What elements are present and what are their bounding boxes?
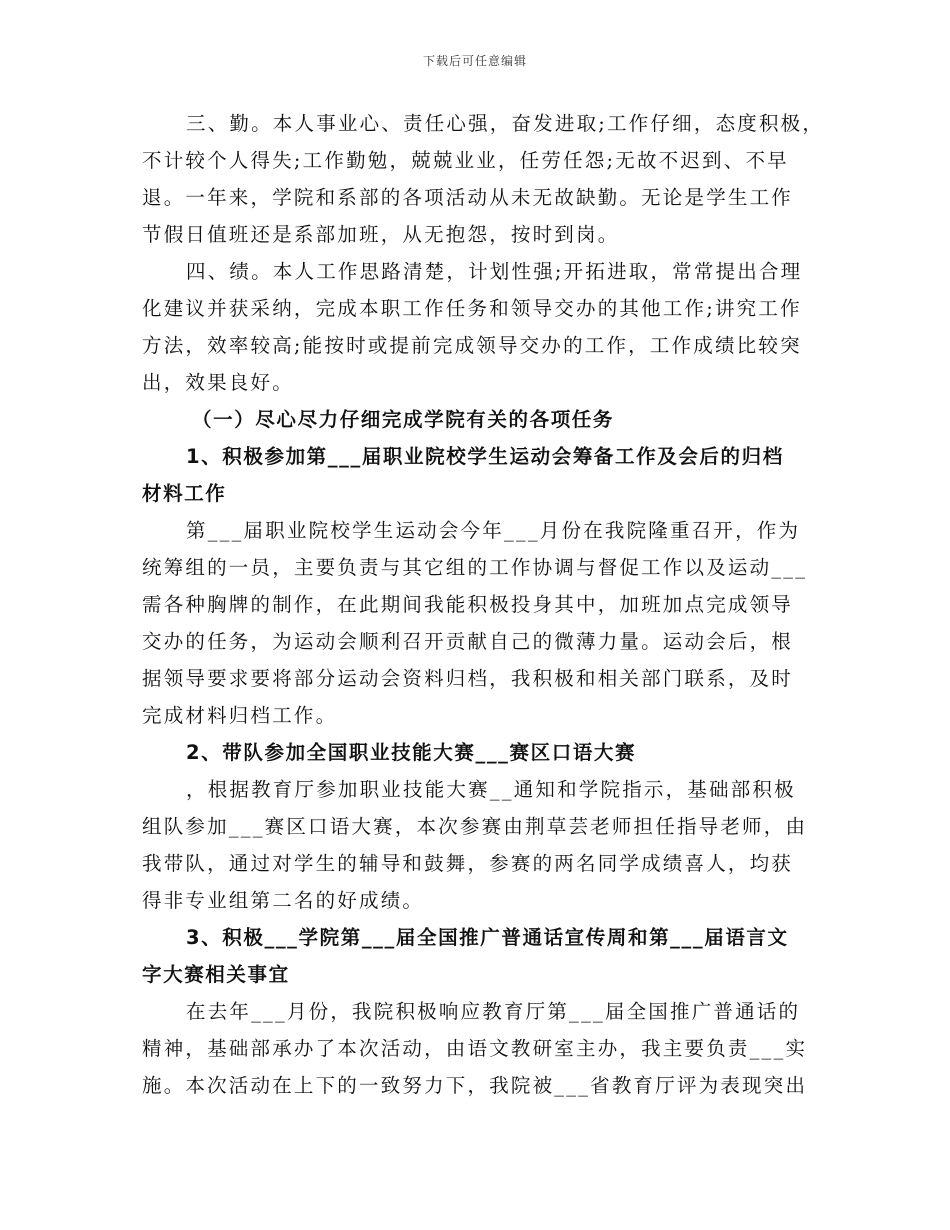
paragraph-line: 完成材料归档工作。 [142,704,338,727]
paragraph-line: 在去年___月份，我院积极响应教育厅第___届全国推广普通话的 [186,1000,801,1023]
document-body [142,105,825,1104]
subsection-heading: 材料工作 [142,482,227,505]
paragraph-line: 得非专业组第二名的好成绩。 [142,889,425,912]
paragraph-line: 退。一年来，学院和系部的各项活动从未无故缺勤。无论是学生工作 [142,186,794,209]
page-header: 下载后可任意编辑 [422,54,527,68]
section-heading: （一）尽心尽力仔细完成学院有关的各项任务 [192,408,615,431]
paragraph-line: 三、勤。本人事业心、责任心强，奋发进取;工作仔细，态度积极， [186,112,825,135]
paragraph-line: ，根据教育厅参加职业技能大赛__通知和学院指示，基础部积极 [186,778,796,801]
subsection-heading: 2、带队参加全国职业技能大赛___赛区口语大赛 [186,741,637,764]
paragraph-line: 需各种胸牌的制作，在此期间我能积极投身其中，加班加点完成领导 [142,593,794,616]
paragraph-line: 我带队，通过对学生的辅导和鼓舞，参赛的两名同学成绩喜人，均获 [142,852,794,875]
paragraph-line: 组队参加___赛区口语大赛，本次参赛由荆草芸老师担任指导老师，由 [142,815,808,838]
paragraph-line: 化建议并获采纳，完成本职工作任务和领导交办的其他工作;讲究工作 [142,297,802,320]
paragraph-line: 统筹组的一员，主要负责与其它组的工作协调与督促工作以及运动___ [142,556,808,579]
paragraph-line: 交办的任务，为运动会顺利召开贡献自己的微薄力量。运动会后，根 [142,630,794,653]
paragraph-line: 不计较个人得失;工作勤勉，兢兢业业，任劳任怨;无故不迟到、不早 [142,149,789,172]
paragraph-line: 第___届职业院校学生运动会今年___月份在我院隆重召开，作为 [186,519,801,542]
paragraph-line: 施。本次活动在上下的一致努力下，我院被___省教育厅评为表现突出 [142,1074,808,1097]
paragraph-line: 据领导要求要将部分运动会资料归档，我积极和相关部门联系，及时 [142,667,794,690]
paragraph-line: 四、绩。本人工作思路清楚，计划性强;开拓进取，常常提出合理 [186,260,803,283]
subsection-heading: 1、积极参加第___届职业院校学生运动会筹备工作及会后的归档 [186,445,784,468]
subsection-heading: 3、积极___学院第___届全国推广普通话宣传周和第___届语言文 [186,926,789,949]
paragraph-line: 出，效果良好。 [142,371,294,394]
paragraph-line: 精神，基础部承办了本次活动，由语文教研室主办，我主要负责___实 [142,1037,808,1060]
paragraph-line: 节假日值班还是系部加班，从无抱怨，按时到岗。 [142,223,620,246]
paragraph-line: 方法，效率较高;能按时或提前完成领导交办的工作，工作成绩比较突 [142,334,802,357]
subsection-heading: 字大赛相关事宜 [142,963,290,986]
